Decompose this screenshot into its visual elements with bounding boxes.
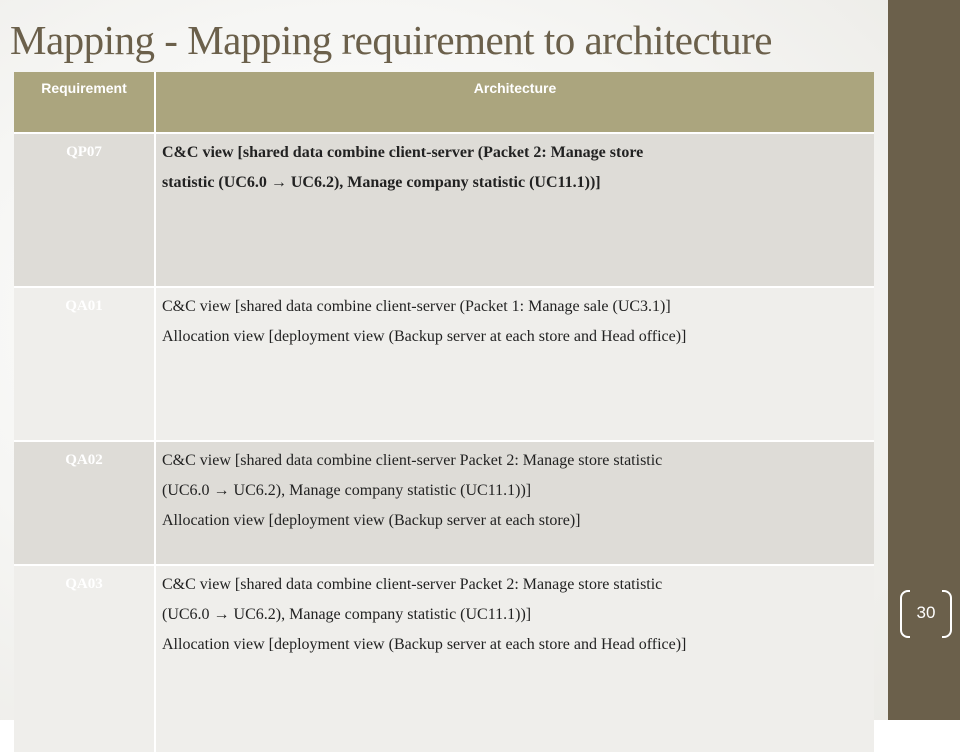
architecture-cell (155, 133, 874, 287)
table-row (14, 441, 874, 565)
table-header-row (14, 72, 874, 133)
requirement-cell: QA02 (14, 441, 155, 565)
table-row (14, 287, 874, 441)
architecture-line: C&C view [shared data combine client-server (Packet 2: Manage store (162, 144, 644, 161)
architecture-cell (155, 287, 874, 441)
table-row (14, 133, 874, 287)
architecture-line: Allocation view [deployment view (Backup server at each store and Head office)] (162, 636, 687, 653)
page-number-badge (900, 590, 952, 636)
header-requirement: Requirement (14, 72, 155, 133)
header-architecture: Architecture (155, 72, 874, 133)
slide-title: Mapping - Mapping requirement to architecture (10, 17, 772, 63)
architecture-line: Allocation view [deployment view (Backup server at each store)] (162, 512, 581, 529)
requirement-cell: QA03 (14, 565, 155, 752)
architecture-line: C&C view [shared data combine client-server Packet 2: Manage store statistic (162, 576, 663, 593)
mapping-table (14, 72, 874, 752)
page-number: 30 (916, 603, 936, 622)
requirement-cell: QA01 (14, 287, 155, 441)
architecture-cell (155, 565, 874, 752)
architecture-line: statistic (UC6.0 → UC6.2), Manage company statistic (UC11.1))] (162, 174, 601, 191)
architecture-cell (155, 441, 874, 565)
architecture-line: Allocation view [deployment view (Backup server at each store and Head office)] (162, 328, 687, 345)
requirement-cell: QP07 (14, 133, 155, 287)
architecture-line: C&C view [shared data combine client-server (Packet 1: Manage sale (UC3.1)] (162, 298, 671, 315)
table-row (14, 565, 874, 752)
architecture-line: (UC6.0 → UC6.2), Manage company statistic (UC11.1))] (162, 606, 532, 623)
architecture-line: C&C view [shared data combine client-server Packet 2: Manage store statistic (162, 452, 663, 469)
architecture-line: (UC6.0 → UC6.2), Manage company statistic (UC11.1))] (162, 482, 532, 499)
